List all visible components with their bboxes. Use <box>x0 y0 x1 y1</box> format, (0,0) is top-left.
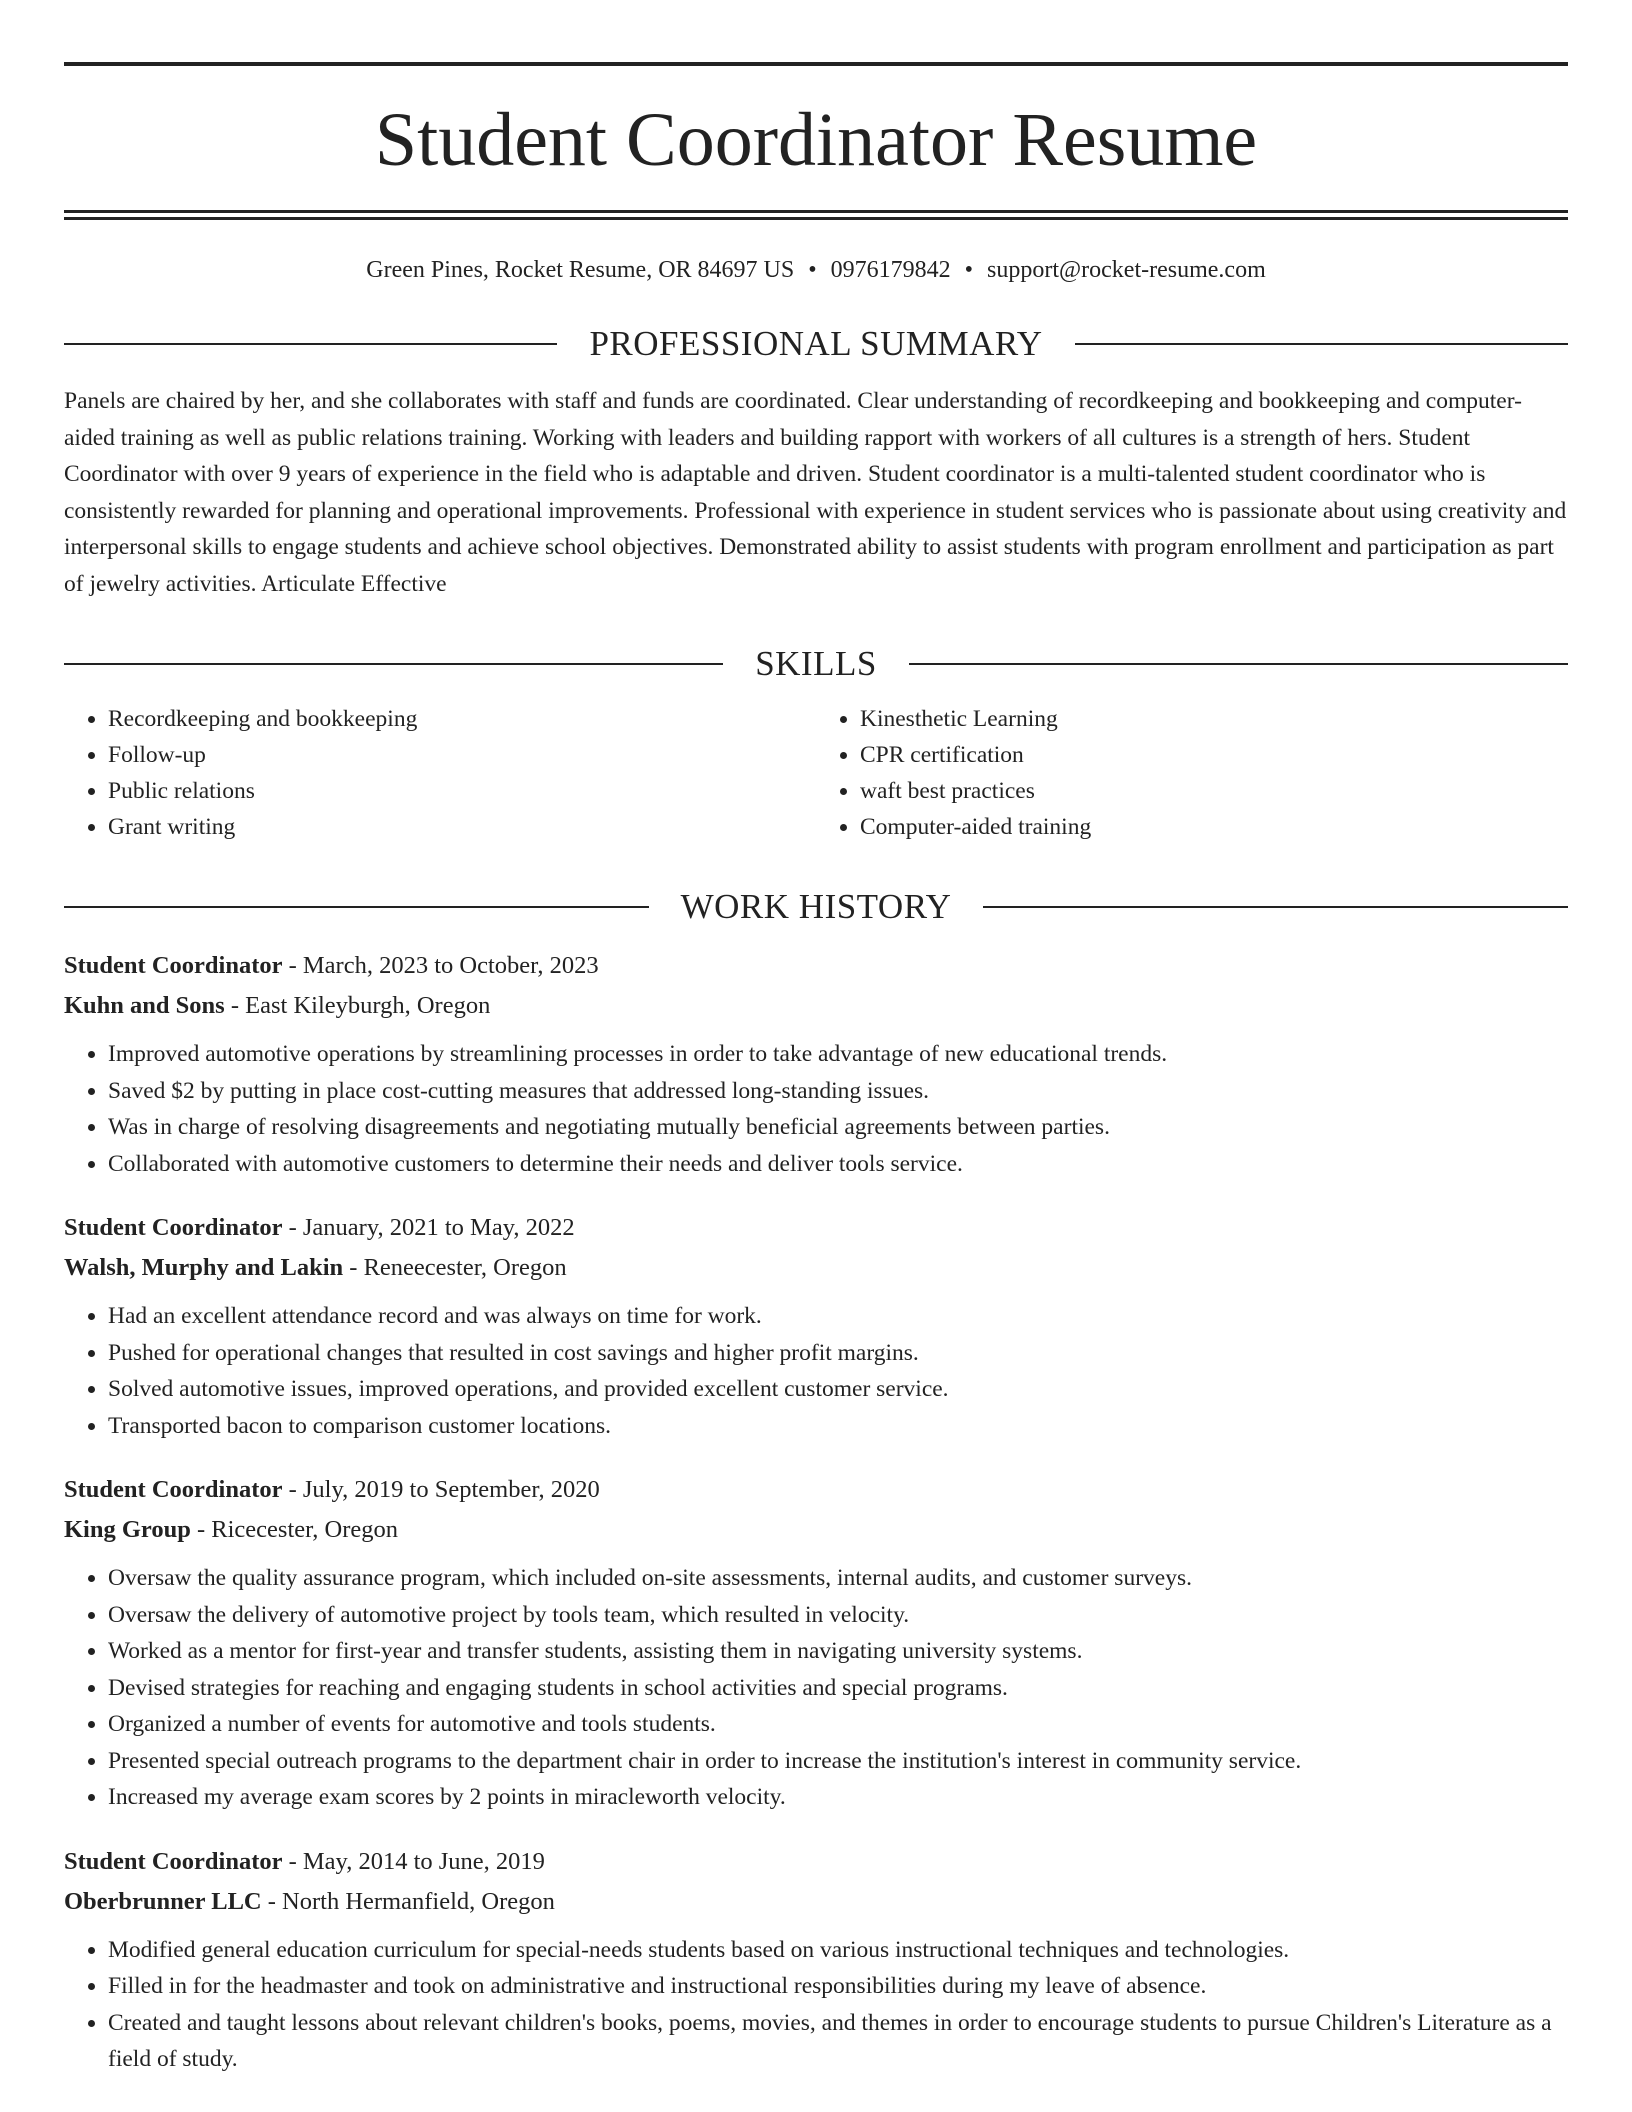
skills-column-left <box>64 701 816 845</box>
skills-column-right <box>816 701 1568 845</box>
contact-separator: • <box>964 257 974 283</box>
top-rule <box>64 62 1568 66</box>
job-dates: - January, 2021 to May, 2022 <box>282 1214 575 1241</box>
title-double-rule <box>64 210 1568 220</box>
job-bullet: • Was in charge of resolving disagreements and negotiating mutually beneficial agreements between parties. <box>108 1109 1568 1146</box>
job-location: - Reneecester, Oregon <box>343 1254 567 1281</box>
job-company-line <box>64 1882 1568 1922</box>
job-bullets <box>64 1560 1568 1816</box>
section-header-work <box>64 889 1568 924</box>
job-bullet: • Created and taught lessons about relevant children's books, poems, movies, and themes in order to encourage students to pursue Children's Literature as a field of study. <box>108 2005 1568 2078</box>
job-title: Student Coordinator <box>64 1214 283 1241</box>
skill-item: • CPR certification <box>860 737 1568 773</box>
skills-list <box>64 701 1568 845</box>
resume-title: Student Coordinator Resume <box>374 98 1258 182</box>
job-bullets <box>64 1932 1568 2078</box>
skill-item: • Kinesthetic Learning <box>860 701 1568 737</box>
job-bullet: • Modified general education curriculum for special-needs students based on various instructional techniques and technologies. <box>108 1932 1568 1969</box>
section-rule <box>1075 343 1568 345</box>
job-title-line <box>64 1842 1568 1882</box>
job-entry <box>64 1208 1568 1444</box>
job-dates: - March, 2023 to October, 2023 <box>282 952 599 979</box>
section-rule <box>909 663 1568 665</box>
job-title: Student Coordinator <box>64 1847 283 1875</box>
job-bullet: • Collaborated with automotive customers to determine their needs and deliver tools service. <box>108 1146 1568 1183</box>
job-company-line <box>64 1248 1568 1288</box>
job-bullet: • Increased my average exam scores by 2 points in miracleworth velocity. <box>108 1779 1568 1816</box>
summary-text: Panels are chaired by her, and she collaborates with staff and funds are coordinated. Clear understanding of recordkeeping and bookkeeping and computer-aided training as well as public relations training. Working with leaders and building rapport with workers of all cultures is a strength of hers. Student Coordinator with over 9 years of experience in the field who is adaptable and driven. Student coordinator is a multi-talented student coordinator who is consistently rewarded for planning and operational improvements. Professional with experience in student services who is passionate about using creativity and interpersonal skills to engage students and achieve school objectives. Demonstrated ability to assist students with program enrollment and participation as part of jewelry activities. Articulate Effective <box>64 388 1567 597</box>
contact-line <box>64 258 1568 282</box>
contact-separator: • <box>808 257 817 283</box>
job-company-line <box>64 1510 1568 1550</box>
skill-item: • Follow-up <box>108 737 816 773</box>
job-bullet: • Presented special outreach programs to the department chair in order to increase the institution's interest in community service. <box>108 1743 1568 1780</box>
skill-item: • Computer-aided training <box>860 809 1568 845</box>
job-title-line <box>64 1208 1568 1248</box>
job-company: Walsh, Murphy and Lakin <box>64 1254 344 1281</box>
job-title-line <box>64 946 1568 986</box>
job-location: - East Kileyburgh, Oregon <box>224 992 491 1019</box>
section-title: PROFESSIONAL SUMMARY <box>589 324 1043 363</box>
skill-item: • waft best practices <box>860 773 1568 809</box>
skill-item: • Grant writing <box>108 809 816 845</box>
skill-item: • Recordkeeping and bookkeeping <box>108 701 816 737</box>
contact-phone: 0976179842 <box>830 257 951 283</box>
job-entry <box>64 1470 1568 1816</box>
job-bullets <box>64 1036 1568 1182</box>
job-bullet: • Transported bacon to comparison customer locations. <box>108 1408 1568 1445</box>
job-bullet: • Saved $2 by putting in place cost-cutting measures that addressed long-standing issues. <box>108 1073 1568 1110</box>
section-rule <box>64 906 649 908</box>
section-rule <box>64 343 557 345</box>
job-company: Kuhn and Sons <box>64 992 225 1019</box>
job-bullet: • Had an excellent attendance record and was always on time for work. <box>108 1298 1568 1335</box>
section-header-skills <box>64 646 1568 681</box>
job-bullet: • Pushed for operational changes that resulted in cost savings and higher profit margins. <box>108 1335 1568 1372</box>
skill-item: • Public relations <box>108 773 816 809</box>
section-rule <box>64 663 723 665</box>
job-location: - North Hermanfield, Oregon <box>261 1887 555 1915</box>
job-company: King Group <box>64 1516 191 1543</box>
job-dates: - July, 2019 to September, 2020 <box>282 1476 600 1503</box>
job-entry <box>64 946 1568 1182</box>
job-company-line <box>64 986 1568 1026</box>
section-title: WORK HISTORY <box>680 887 952 926</box>
job-bullet: • Organized a number of events for automotive and tools students. <box>108 1706 1568 1743</box>
section-header-summary <box>64 326 1568 361</box>
job-bullet: • Solved automotive issues, improved operations, and provided excellent customer service. <box>108 1371 1568 1408</box>
job-bullet: • Oversaw the quality assurance program, which included on-site assessments, internal audits, and customer surveys. <box>108 1560 1568 1597</box>
job-title: Student Coordinator <box>64 1476 283 1503</box>
job-dates: - May, 2014 to June, 2019 <box>282 1847 545 1875</box>
contact-email: support@rocket-resume.com <box>987 257 1266 283</box>
contact-address: Green Pines, Rocket Resume, OR 84697 US <box>366 257 795 283</box>
job-title: Student Coordinator <box>64 952 283 979</box>
section-title: SKILLS <box>755 644 877 683</box>
job-location: - Ricecester, Oregon <box>190 1516 399 1543</box>
section-rule <box>983 906 1568 908</box>
job-company: Oberbrunner LLC <box>64 1887 262 1915</box>
job-bullet: • Worked as a mentor for first-year and transfer students, assisting them in navigating university systems. <box>108 1633 1568 1670</box>
job-bullet: • Devised strategies for reaching and engaging students in school activities and special programs. <box>108 1670 1568 1707</box>
job-bullet: • Improved automotive operations by streamlining processes in order to take advantage of new educational trends. <box>108 1036 1568 1073</box>
job-bullets <box>64 1298 1568 1444</box>
job-bullet: • Filled in for the headmaster and took on administrative and instructional responsibilities during my leave of absence. <box>108 1968 1568 2005</box>
job-bullet: • Oversaw the delivery of automotive project by tools team, which resulted in velocity. <box>108 1597 1568 1634</box>
job-title-line <box>64 1470 1568 1510</box>
job-entry <box>64 1842 1568 2078</box>
